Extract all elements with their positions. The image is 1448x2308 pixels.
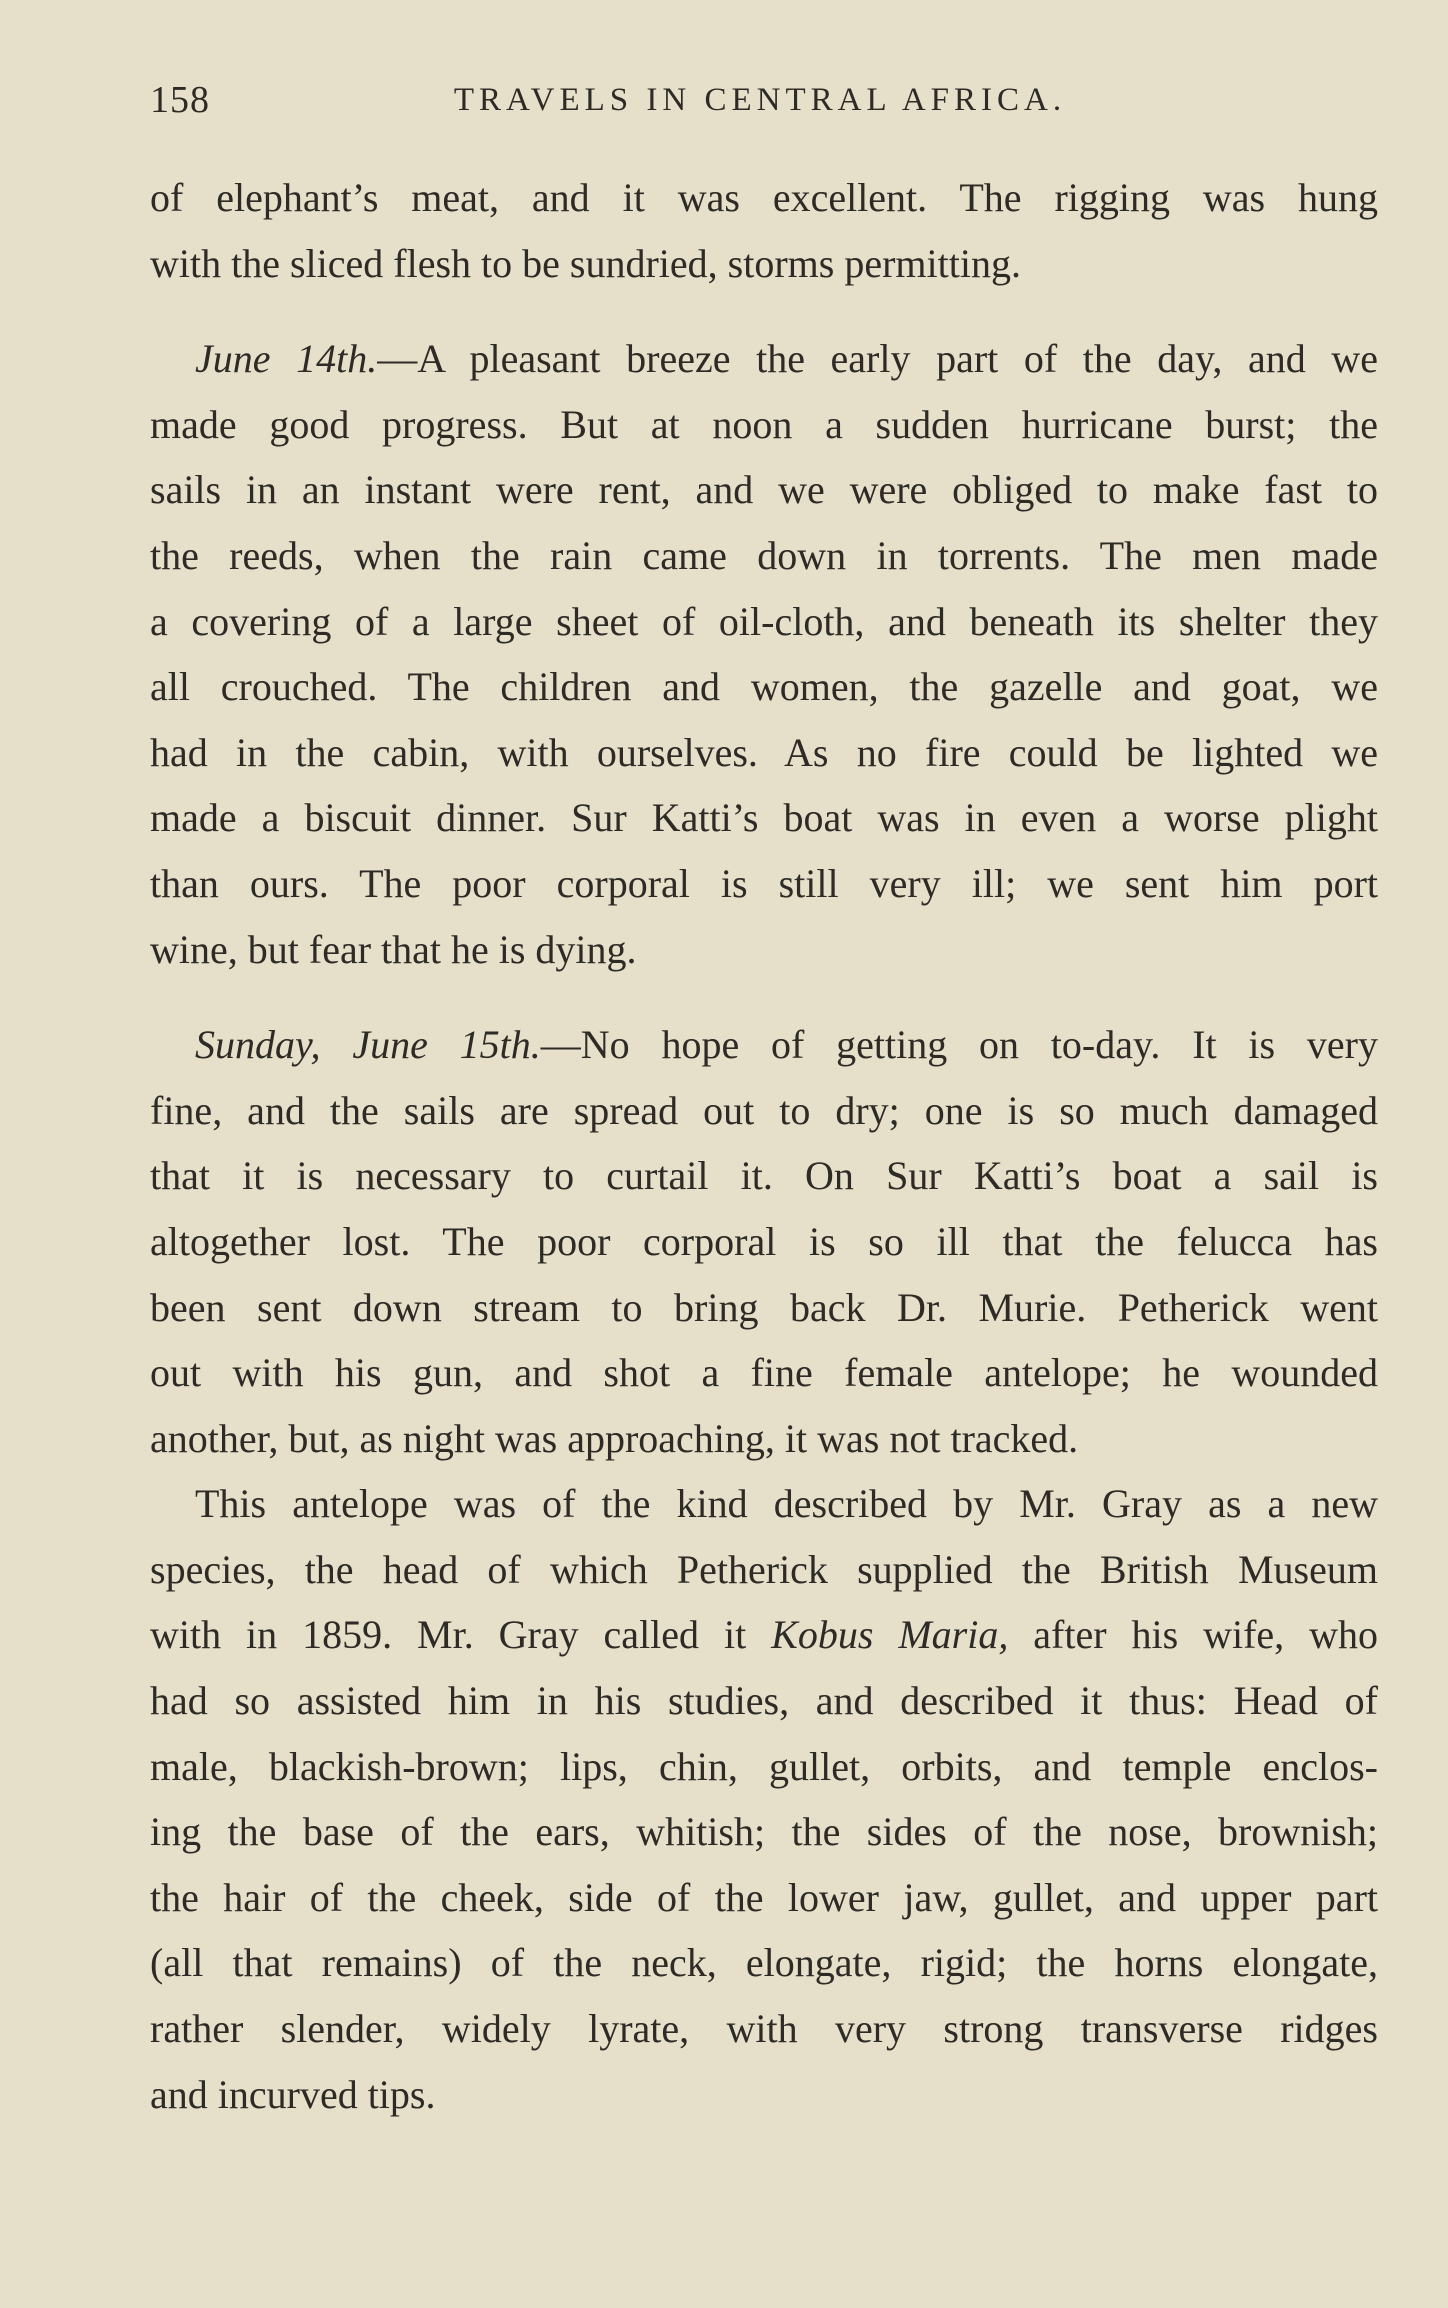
text-fragment: —A pleasant breeze the early part of the day, and we xyxy=(377,336,1378,382)
text-line: that it is necessary to curtail it. On Sur Katti’s boat a sail is xyxy=(150,1153,1378,1199)
text-line: out with his gun, and shot a fine female antelope; he wounded xyxy=(150,1350,1378,1396)
paragraph-elephant-meat xyxy=(150,165,1378,296)
text-fragment: —No hope of getting on to-day. It is very xyxy=(540,1022,1378,1068)
page-number: 158 xyxy=(150,79,210,121)
text-line: had in the cabin, with ourselves. As no fire could be lighted we xyxy=(150,729,1378,775)
text-line: the reeds, when the rain came down in torrents. The men made xyxy=(150,532,1378,578)
text-line: all crouched. The children and women, the gazelle and goat, we xyxy=(150,664,1378,710)
text-line xyxy=(150,326,1378,392)
entry-date: June 14th. xyxy=(195,336,378,382)
text-line: This antelope was of the kind described by Mr. Gray as a new xyxy=(195,1481,1378,1527)
text-line: male, blackish-brown; lips, chin, gullet, orbits, and temple enclos- xyxy=(150,1743,1378,1789)
paragraph-june-15 xyxy=(150,1012,1378,1471)
paragraph-kobus-maria xyxy=(150,1471,1378,2127)
text-line: made good progress. But at noon a sudden hurricane burst; the xyxy=(150,401,1378,447)
text-line: been sent down stream to bring back Dr. Murie. Petherick went xyxy=(150,1284,1378,1330)
text-line: had so assisted him in his studies, and described it thus: Head of xyxy=(150,1678,1378,1724)
text-line: rather slender, widely lyrate, with very strong transverse ridges xyxy=(150,2006,1378,2052)
text-line xyxy=(150,1602,1378,1668)
text-line: fine, and the sails are spread out to dry; one is so much damaged xyxy=(150,1087,1378,1133)
text-line: ing the base of the ears, whitish; the sides of the nose, brownish; xyxy=(150,1809,1378,1855)
text-line: wine, but fear that he is dying. xyxy=(150,926,637,972)
text-fragment: with in 1859. Mr. Gray called it xyxy=(150,1612,772,1658)
page-header xyxy=(150,78,1370,138)
text-line: with the sliced flesh to be sundried, storms permitting. xyxy=(150,240,1021,286)
text-line: sails in an instant were rent, and we were obliged to make fast to xyxy=(150,467,1378,513)
entry-date: Sunday, June 15th. xyxy=(195,1022,541,1068)
page-body xyxy=(150,165,1378,2127)
running-head: TRAVELS IN CENTRAL AFRICA. xyxy=(453,82,1067,118)
text-line: altogether lost. The poor corporal is so ill that the felucca has xyxy=(150,1218,1378,1264)
text-line: made a biscuit dinner. Sur Katti’s boat was in even a worse plight xyxy=(150,795,1378,841)
text-line: the hair of the cheek, side of the lower jaw, gullet, and upper part xyxy=(150,1874,1378,1920)
species-name: Kobus Maria, xyxy=(771,1612,1009,1658)
text-line xyxy=(150,1012,1378,1078)
paragraph-june-14 xyxy=(150,326,1378,982)
text-line: a covering of a large sheet of oil-cloth, and beneath its shelter they xyxy=(150,598,1378,644)
text-line: (all that remains) of the neck, elongate, rigid; the horns elongate, xyxy=(150,1940,1378,1986)
text-line: another, but, as night was approaching, it was not tracked. xyxy=(150,1415,1079,1461)
text-line: and incurved tips. xyxy=(150,2071,436,2117)
text-line: species, the head of which Petherick supplied the British Museum xyxy=(150,1546,1378,1592)
text-line: of elephant’s meat, and it was excellent. The rigging was hung xyxy=(150,175,1378,220)
text-fragment: after his wife, who xyxy=(1008,1612,1378,1658)
text-line: than ours. The poor corporal is still very ill; we sent him port xyxy=(150,860,1378,906)
